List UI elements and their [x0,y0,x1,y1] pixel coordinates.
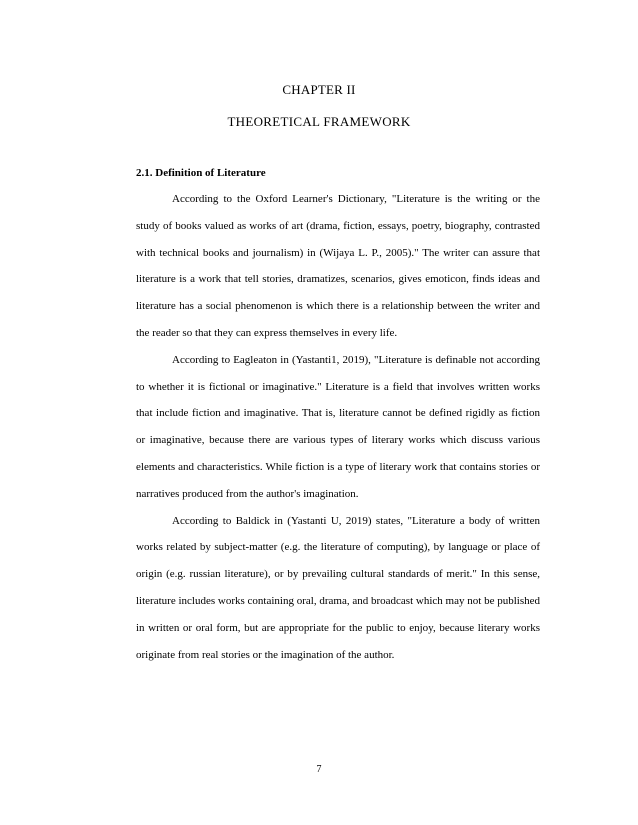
page-number: 7 [316,764,322,775]
body-text [136,186,540,668]
paragraph: According to Eagleaton in (Yastanti1, 2019), "Literature is definable not according to whether it is fictional or imaginative." Literature is a field that involves written works that include fiction and imaginative. That is, literature cannot be defined rigidly as fiction or imaginative, because there are various types of literary works which discuss various elements and characteristics. While fiction is a type of literary work that contains stories or narratives produced from the author's imagination. [136,353,540,500]
section-heading: 2.1. Definition of Literature [136,167,266,179]
chapter-subtitle: THEORETICAL FRAMEWORK [227,114,411,129]
paragraph: According to Baldick in (Yastanti U, 2019) states, "Literature a body of written works related by subject-matter (e.g. the literature of computing), by language or place of origin (e.g. russian literature), or by prevailing cultural standards of merit." In this sense, literature includes works containing oral, drama, and broadcast which may not be published in written or oral form, but are appropriate for the public to enjoy, because literary works originate from real stories or the imagination of the author. [136,514,540,661]
chapter-title: CHAPTER II [282,82,356,97]
paragraph: According to the Oxford Learner's Dictionary, "Literature is the writing or the study of books valued as works of art (drama, fiction, essays, poetry, biography, contrasted with technical books and journalism) in (Wijaya L. P., 2005)." The writer can assure that literature is a work that tell stories, dramatizes, scenarios, gives emoticon, finds ideas and literature has a social phenomenon is which there is a relationship between the writer and the reader so that they can express themselves in every life. [136,193,540,339]
